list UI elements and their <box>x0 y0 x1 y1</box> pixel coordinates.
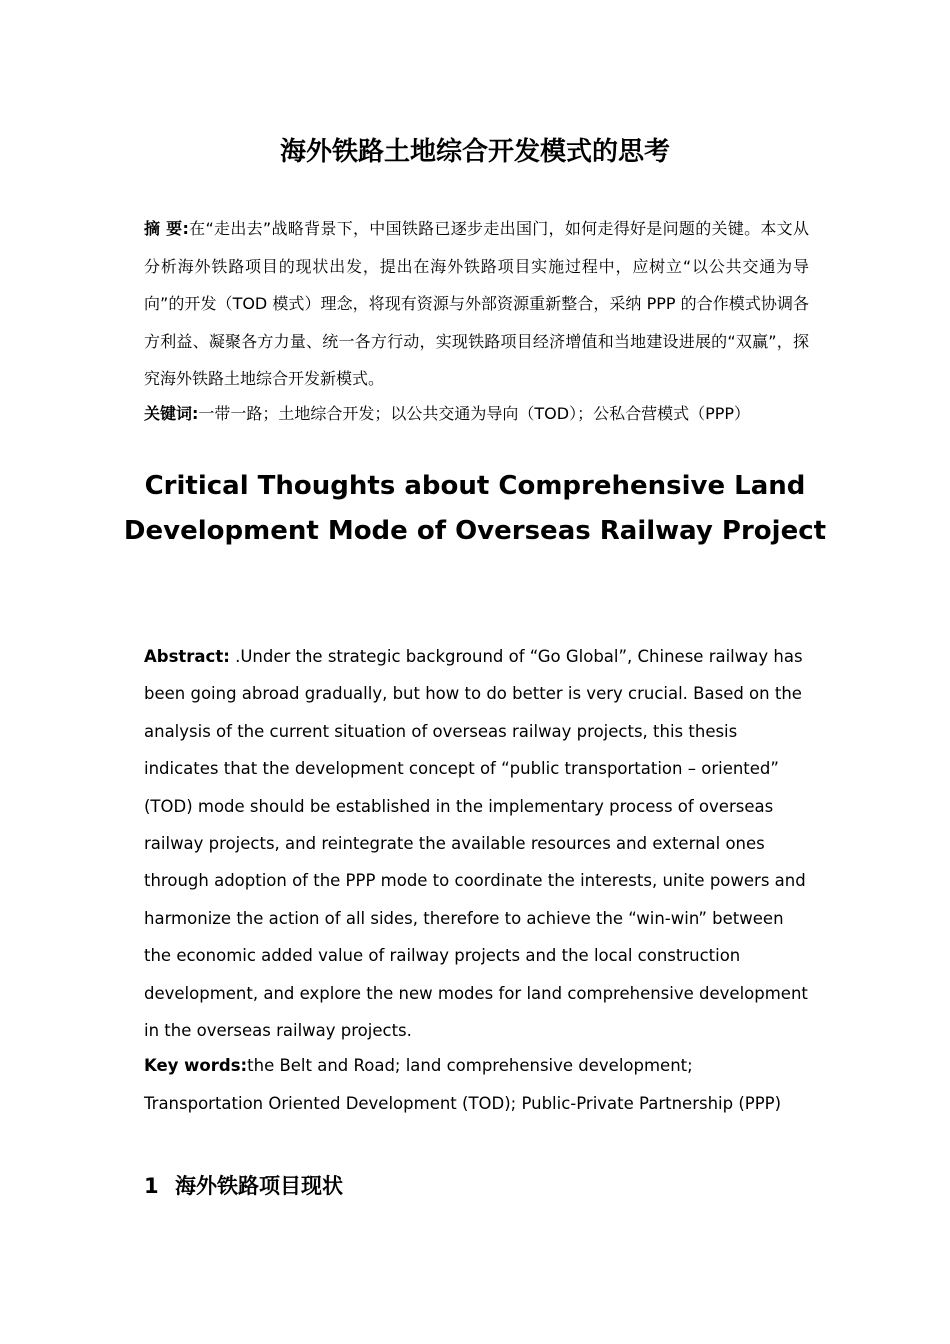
chinese-title: 海外铁路土地综合开发模式的思考 <box>279 137 670 167</box>
english-abstract <box>144 638 812 1049</box>
chinese-keywords-label: 关键词: <box>144 404 199 423</box>
english-abstract-label: Abstract: <box>144 647 230 666</box>
section-heading-1 <box>144 1168 343 1204</box>
section-title: 海外铁路项目现状 <box>175 1174 343 1198</box>
chinese-abstract-text: 在“走出去”战略背景下，中国铁路已逐步走出国门，如何走得好是问题的关键。本文从分析海外铁路项目的现状出发，提出在海外铁路项目实施过程中，应树立“以公共交通为导向”的开发（TOD 模式）理念，将现有资源与外部资源重新整合，采纳 PPP 的合作模式协调各方利益、凝聚各方力量、统一各方行动，实现铁路项目经济增值和当地建设进展的“双赢”，探究海外铁路土地综合开发新模式。 <box>144 219 809 388</box>
chinese-abstract <box>144 210 809 398</box>
chinese-abstract-label: 摘 要: <box>144 219 189 238</box>
english-title: Critical Thoughts about Comprehensive Land Development Mode of Overseas Railway Project <box>123 471 827 546</box>
english-keywords <box>144 1047 814 1122</box>
chinese-keywords <box>144 397 809 431</box>
english-abstract-text: .Under the strategic background of “Go Global”, Chinese railway has been going abroad gradually, but how to do better is very crucial. Based on the analysis of the current situation of overseas railway projects, this thesis indicates that the development concept of “public transportation – oriented” (TOD) mode should be established in the implementary process of overseas railway projects, and reintegrate the available resources and external ones through adoption of the PPP mode to coordinate the interests, unite powers and harmonize the action of all sides, therefore to achieve the “win-win” between the economic added value of railway projects and the local construction development, and explore the new modes for land comprehensive development in the overseas railway projects. <box>144 647 808 1041</box>
english-keywords-label: Key words: <box>144 1056 248 1075</box>
section-number: 1 <box>144 1174 159 1198</box>
chinese-keywords-text: 一带一路；土地综合开发；以公共交通为导向（TOD）；公私合营模式（PPP） <box>198 404 751 423</box>
english-keywords-text: the Belt and Road; land comprehensive development; Transportation Oriented Development (TOD); Public-Private Partnership (PPP) <box>144 1056 782 1113</box>
